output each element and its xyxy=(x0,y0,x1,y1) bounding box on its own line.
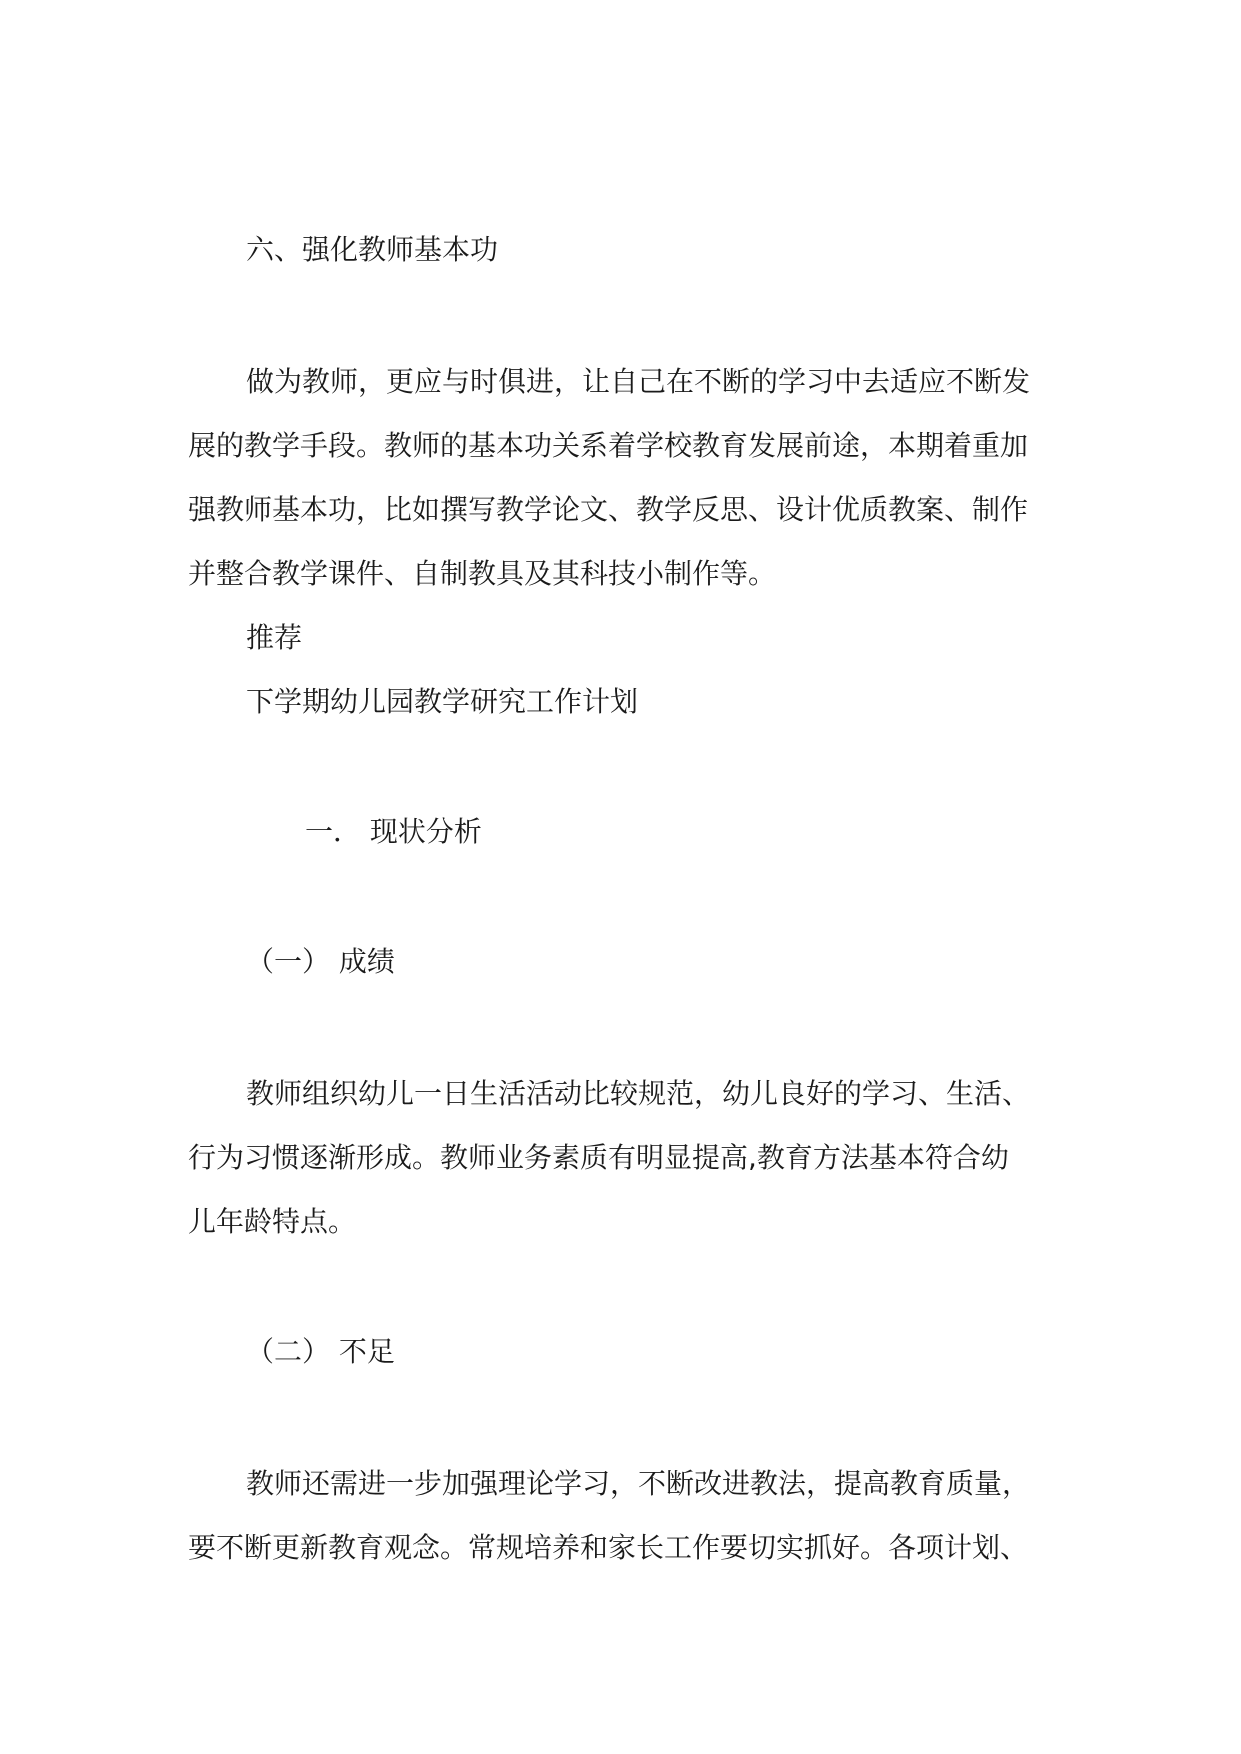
paragraph-line: 做为教师，更应与时俱进，让自己在不断的学习中去适应不断发 xyxy=(246,365,1031,398)
paragraph-line: 强教师基本功，比如撰写教学论文、教学反思、设计优质教案、制作 xyxy=(188,493,1029,526)
paragraph-line: 行为习惯逐渐形成。教师业务素质有明显提高,教育方法基本符合幼 xyxy=(188,1141,1009,1174)
section-heading: 六、强化教师基本功 xyxy=(246,233,499,266)
part-heading: 一． 现状分析 xyxy=(305,815,482,848)
plan-title: 下学期幼儿园教学研究工作计划 xyxy=(246,685,639,718)
paragraph-line: 教师组织幼儿一日生活活动比较规范，幼儿良好的学习、生活、 xyxy=(246,1077,1031,1110)
paragraph-line: 儿年龄特点。 xyxy=(188,1205,357,1238)
paragraph-line: 并整合教学课件、自制教具及其科技小制作等。 xyxy=(188,557,777,590)
paragraph-line: 教师还需进一步加强理论学习，不断改进教法，提高教育质量， xyxy=(246,1467,1031,1500)
paragraph-line: 要不断更新教育观念。常规培养和家长工作要切实抓好。各项计划、 xyxy=(188,1531,1029,1564)
recommend-label: 推荐 xyxy=(246,621,303,654)
subsection-heading: （一） 成绩 xyxy=(246,945,395,978)
subsection-heading: （二） 不足 xyxy=(246,1335,395,1368)
paragraph-line: 展的教学手段。教师的基本功关系着学校教育发展前途，本期着重加 xyxy=(188,429,1029,462)
